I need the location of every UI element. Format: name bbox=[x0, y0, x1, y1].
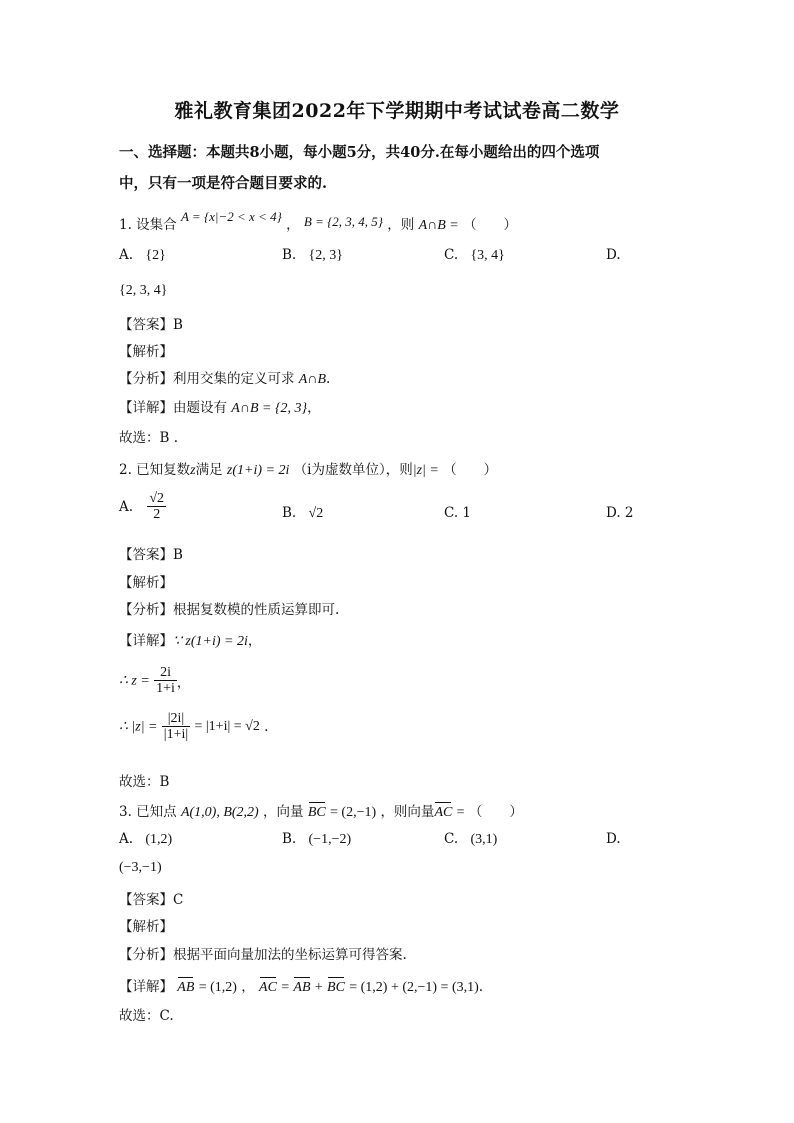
q2-step2-pre: ∴ z = bbox=[119, 673, 150, 689]
q1-detail-end: ， bbox=[307, 400, 321, 416]
q2-stem bbox=[119, 458, 497, 479]
q3-option-b bbox=[282, 831, 351, 848]
q1-option-b bbox=[282, 247, 343, 264]
q1-option-c-value: {3, 4} bbox=[470, 248, 505, 263]
answer-label: 【答案】 bbox=[119, 547, 173, 563]
q1-detail-text: 由题设有 bbox=[173, 400, 227, 416]
q2-step3-fraction bbox=[162, 711, 190, 743]
q2-step2-fraction bbox=[154, 665, 177, 697]
q1-option-d-label: D. bbox=[606, 247, 621, 263]
q1-analysis-end: . bbox=[326, 371, 331, 387]
q3-detail-vector-bc: BC bbox=[327, 980, 345, 995]
q2-option-c: C. 1 bbox=[444, 505, 472, 521]
q1-choose bbox=[119, 426, 178, 446]
detail-label: 【详解】 bbox=[119, 633, 173, 649]
q1-paren: （ ） bbox=[463, 217, 518, 233]
q2-step3 bbox=[119, 711, 268, 743]
q2-step2-numerator: 2i bbox=[154, 665, 177, 681]
choose-label: 故选： bbox=[119, 1008, 160, 1024]
q3-detail-end: . bbox=[478, 979, 484, 995]
q2-step2-end: ， bbox=[176, 674, 191, 691]
q3-option-a-value: (1,2) bbox=[145, 832, 173, 847]
q2-detail-end: ， bbox=[247, 633, 262, 649]
q2-option-a-denominator: 2 bbox=[153, 507, 161, 523]
q1-analysis-heading: 【解析】 bbox=[119, 344, 173, 360]
q3-vector-ac: AC bbox=[434, 805, 453, 820]
q1-stem-mid: ，则 bbox=[387, 217, 415, 233]
q3-vector-bc-value: = (2,−1) bbox=[330, 805, 377, 820]
q2-stem-tail: （i为虚数单位），则 bbox=[293, 462, 413, 478]
q1-stem-prefix: 1. 设集合 bbox=[119, 217, 177, 233]
q3-option-b-label: B. bbox=[282, 831, 297, 847]
q2-detail-math: ∵ z(1+i) = 2i bbox=[173, 634, 248, 649]
q3-detail bbox=[119, 975, 483, 996]
q2-step3-numerator: |2i| bbox=[162, 711, 190, 727]
choose-label: 故选： bbox=[119, 774, 160, 790]
q1-option-a bbox=[119, 247, 166, 264]
section-heading-line1: 一、选择题：本题共8小题，每小题5分，共40分.在每小题给出的四个选项 bbox=[119, 144, 600, 161]
section-heading-line2: 中，只有一项是符合题目要求的. bbox=[119, 175, 328, 192]
q3-choose-value: C. bbox=[159, 1008, 174, 1024]
q1-option-a-label: A. bbox=[119, 247, 134, 263]
q3-detail-sep: ， bbox=[241, 979, 255, 995]
document-title: 雅礼教育集团2022年下学期期中考试试卷高二数学 bbox=[174, 100, 620, 122]
q3-option-c-label: C. bbox=[444, 831, 459, 847]
q2-option-a-fraction bbox=[147, 491, 166, 523]
q3-detail-ab-value: = (1,2) bbox=[198, 980, 237, 995]
q2-step3-end: . bbox=[264, 718, 269, 735]
q2-option-a-label: A. bbox=[119, 498, 134, 515]
q3-option-b-value: (−1,−2) bbox=[308, 832, 352, 847]
q1-analysis bbox=[119, 367, 330, 388]
q3-points: A(1,0), B(2,2) bbox=[180, 805, 259, 820]
q1-stem bbox=[119, 209, 518, 234]
q3-stem bbox=[119, 800, 523, 821]
q2-analysis-heading: 【解析】 bbox=[119, 575, 173, 591]
q3-answer-value: C bbox=[173, 892, 184, 908]
q2-paren: （ ） bbox=[443, 462, 498, 478]
q2-option-b-label: B. bbox=[282, 505, 297, 521]
q2-detail bbox=[119, 629, 261, 650]
q1-answer-value: B bbox=[173, 317, 183, 333]
q2-step2 bbox=[119, 665, 190, 697]
q2-z: z bbox=[190, 463, 196, 478]
q2-ask: |z| = bbox=[412, 463, 439, 478]
q3-choose bbox=[119, 1004, 174, 1024]
analysis-label: 【分析】 bbox=[119, 371, 173, 387]
answer-label: 【答案】 bbox=[119, 317, 173, 333]
detail-label: 【详解】 bbox=[119, 979, 173, 995]
q3-analysis bbox=[119, 943, 407, 963]
q2-choose bbox=[119, 770, 169, 790]
q3-analysis-heading: 【解析】 bbox=[119, 919, 173, 935]
q2-step3-pre: ∴ |z| = bbox=[119, 719, 158, 735]
q2-stem-mid: 满足 bbox=[195, 462, 223, 478]
q1-answer bbox=[119, 313, 183, 333]
analysis-label: 【分析】 bbox=[119, 947, 173, 963]
q2-step2-denominator: 1+i bbox=[156, 681, 175, 697]
q1-detail-math: A∩B = {2, 3} bbox=[231, 401, 308, 416]
q1-option-b-label: B. bbox=[282, 247, 297, 263]
q1-set-a: A = {x|−2 < x < 4} bbox=[180, 209, 282, 224]
q1-analysis-text: 利用交集的定义可求 bbox=[173, 371, 295, 387]
q1-option-a-value: {2} bbox=[145, 248, 166, 263]
q3-detail-plus: + bbox=[314, 980, 323, 995]
answer-label: 【答案】 bbox=[119, 892, 173, 908]
q3-stem-tail: ，则向量 bbox=[380, 804, 435, 820]
q2-analysis bbox=[119, 598, 339, 618]
q1-choose-value: B . bbox=[159, 430, 179, 446]
q1-ask: A∩B = bbox=[418, 218, 459, 233]
analysis-label: 【分析】 bbox=[119, 602, 173, 618]
q2-stem-prefix: 2. 已知复数 bbox=[119, 462, 191, 478]
q2-answer-value: B bbox=[173, 547, 183, 563]
q1-option-c-label: C. bbox=[444, 247, 459, 263]
q1-analysis-math: A∩B bbox=[298, 372, 327, 387]
q3-option-c bbox=[444, 831, 497, 848]
q2-option-a bbox=[119, 491, 166, 523]
q2-choose-value: B bbox=[159, 774, 170, 790]
q1-set-b: B = {2, 3, 4, 5} bbox=[303, 214, 383, 229]
q2-step3-denominator: |1+i| bbox=[163, 727, 189, 743]
q1-option-d-value: {2, 3, 4} bbox=[119, 283, 168, 298]
q3-paren: （ ） bbox=[468, 804, 523, 820]
q3-detail-vector-ab2: AB bbox=[293, 980, 311, 995]
q2-option-b bbox=[282, 505, 323, 522]
q3-detail-eq: = bbox=[281, 980, 290, 995]
q3-option-a-label: A. bbox=[119, 831, 134, 847]
q1-detail bbox=[119, 396, 321, 417]
q2-option-b-value: √2 bbox=[308, 506, 324, 521]
q1-option-b-value: {2, 3} bbox=[308, 248, 343, 263]
q3-detail-vector-ac: AC bbox=[259, 980, 277, 995]
q2-answer bbox=[119, 543, 183, 563]
q1-option-c bbox=[444, 247, 505, 264]
q3-option-c-value: (3,1) bbox=[470, 832, 498, 847]
q3-option-d-value: (−3,−1) bbox=[119, 860, 162, 875]
q3-answer bbox=[119, 888, 183, 908]
q3-stem-mid: ，向量 bbox=[263, 804, 304, 820]
q3-detail-tail: = (1,2) + (2,−1) = (3,1) bbox=[349, 980, 479, 995]
q3-option-a bbox=[119, 831, 172, 848]
q3-ask-eq: = bbox=[456, 805, 465, 820]
q2-step3-post: = |1+i| = √2 bbox=[194, 718, 260, 734]
q2-option-a-numerator: √2 bbox=[149, 491, 165, 506]
q3-vector-bc: BC bbox=[307, 805, 326, 820]
choose-label: 故选： bbox=[119, 430, 160, 446]
q2-option-d: D. 2 bbox=[606, 505, 634, 521]
q2-condition: z(1+i) = 2i bbox=[226, 463, 290, 478]
q3-stem-prefix: 3. 已知点 bbox=[119, 804, 177, 820]
q2-analysis-text: 根据复数模的性质运算即可. bbox=[173, 602, 340, 618]
detail-label: 【详解】 bbox=[119, 400, 173, 416]
q3-analysis-text: 根据平面向量加法的坐标运算可得答案. bbox=[173, 947, 407, 963]
q3-option-d-label: D. bbox=[606, 831, 621, 847]
q1-sep: ， bbox=[286, 217, 300, 233]
q3-detail-vector-ab: AB bbox=[177, 980, 195, 995]
